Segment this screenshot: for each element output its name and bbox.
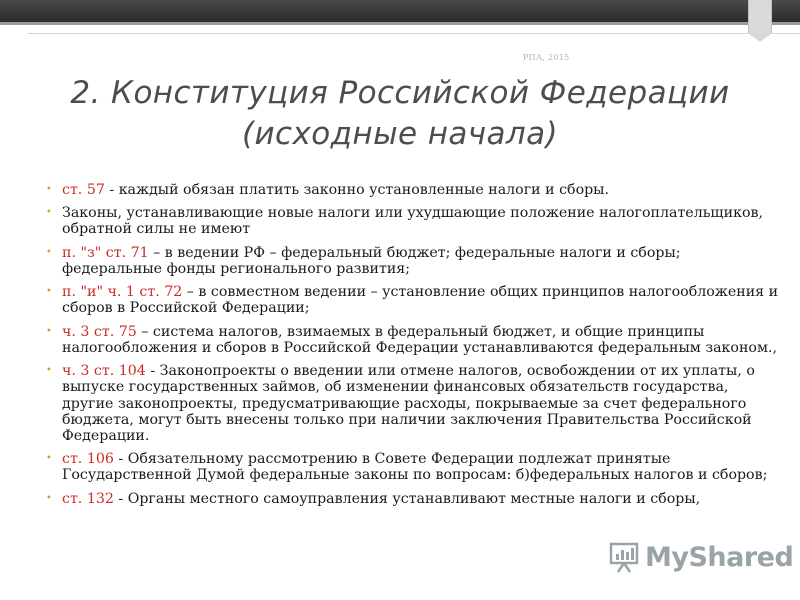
article-ref: ст. 57 bbox=[62, 182, 105, 198]
list-item bbox=[46, 205, 781, 237]
item-text: - Законопроекты о введении или отмене налогов, освобождении от их уплаты, о выпуске государственных займов, об изменении финансовых обязательств государства, другие законопроекты, предусматривающие расходы, покрываемые за счет федерального бюджета, могут быть внесены только при наличии заключения Правительства Российской Федерации. bbox=[62, 363, 755, 444]
list-item bbox=[46, 491, 781, 507]
header-rule-right bbox=[772, 33, 800, 34]
item-text: - каждый обязан платить законно установленные налоги и сборы. bbox=[104, 182, 609, 198]
bullet-icon: • bbox=[46, 286, 52, 298]
item-text: – в ведении РФ – федеральный бюджет; федеральные налоги и сборы; федеральные фонды регионального развития; bbox=[62, 244, 681, 277]
bullet-list bbox=[46, 182, 781, 514]
list-item bbox=[46, 284, 781, 316]
article-ref: ч. 3 ст. 75 bbox=[62, 323, 137, 340]
slide-title: 2. Конституция Российской Федерации (исходные начала) bbox=[70, 75, 730, 152]
list-item bbox=[46, 182, 781, 198]
bullet-icon: • bbox=[46, 453, 52, 465]
logo-text: MyShared bbox=[645, 541, 794, 573]
top-bar bbox=[0, 0, 800, 22]
list-item bbox=[46, 324, 781, 356]
item-text: – в совместном ведении – установление общих принципов налогообложения и сборов в Российской Федерации; bbox=[62, 284, 779, 317]
article-ref: п. "и" ч. 1 ст. 72 bbox=[62, 284, 183, 301]
bullet-icon: • bbox=[46, 207, 52, 219]
bullet-icon: • bbox=[46, 365, 52, 377]
top-bar-stripe bbox=[0, 22, 800, 25]
bullet-icon: • bbox=[46, 492, 52, 504]
item-text: - Органы местного самоуправления устанавливают местные налоги и сборы, bbox=[113, 490, 701, 507]
article-ref: ст. 132 bbox=[62, 490, 114, 507]
bullet-icon: • bbox=[46, 246, 52, 258]
item-text: - Обязательному рассмотрению в Совете Федерации подлежат принятые Государственной Думой федеральные законы по вопросам: б)федеральных налогов и сборов; bbox=[62, 451, 768, 484]
corner-ribbon bbox=[748, 0, 772, 34]
myshared-logo[interactable] bbox=[609, 537, 794, 577]
item-text: – система налогов, взимаемых в федеральный бюджет, и общие принципы налогообложения и сборов в Российской Федерации устанавливаются федеральным законом., bbox=[62, 323, 778, 356]
header-rule bbox=[28, 33, 764, 34]
slide-footer: РПА, 2015 bbox=[523, 53, 570, 62]
bullet-icon: • bbox=[46, 184, 52, 195]
list-item bbox=[46, 451, 781, 483]
item-text: Законы, устанавливающие новые налоги или ухудшающие положение налогоплательщиков, обратной силы не имеют bbox=[62, 205, 763, 238]
bullet-icon: • bbox=[46, 325, 52, 337]
article-ref: ст. 106 bbox=[62, 451, 114, 468]
list-item bbox=[46, 245, 781, 277]
article-ref: ч. 3 ст. 104 bbox=[62, 363, 146, 380]
presentation-board-icon bbox=[609, 541, 641, 573]
list-item bbox=[46, 363, 781, 443]
article-ref: п. "з" ст. 71 bbox=[62, 244, 149, 261]
